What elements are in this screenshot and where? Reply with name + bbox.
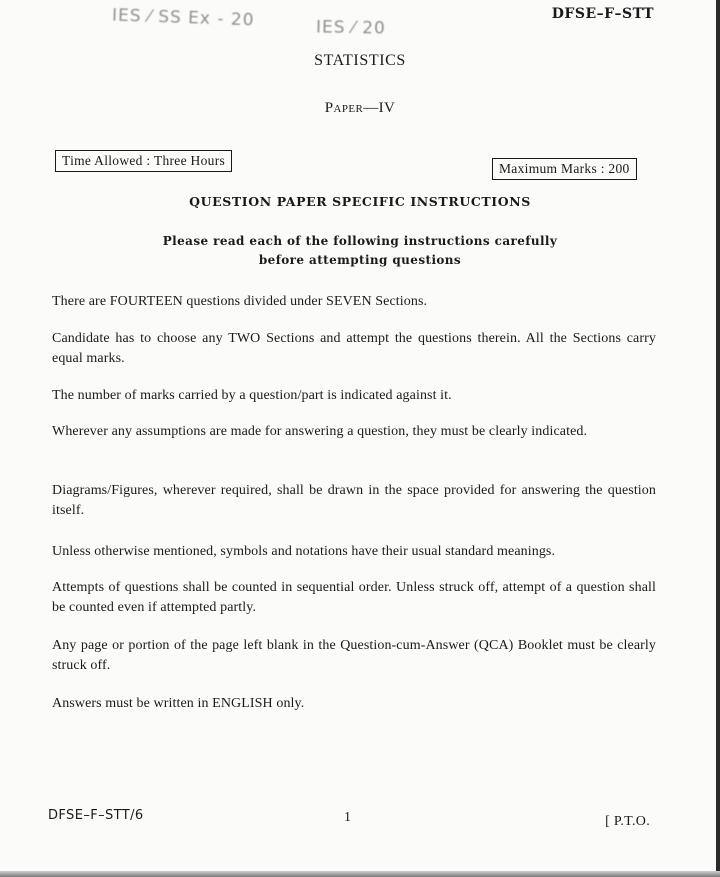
faded-stamp-right: IES ⁄ 20 <box>315 17 386 39</box>
footer-paper-code: DFSE–F–STT/6 <box>48 808 144 823</box>
scan-edge-right <box>716 0 720 877</box>
instruction-item: Answers must be written in ENGLISH only. <box>52 696 305 711</box>
paper-number: Paper—IV <box>324 100 396 116</box>
please-turn-over: [ P.T.O. <box>605 814 650 829</box>
subheading-line-1: Please read each of the following instructions carefully <box>162 234 558 248</box>
instructions-heading: QUESTION PAPER SPECIFIC INSTRUCTIONS <box>189 194 531 209</box>
page-number: 1 <box>344 810 351 825</box>
instruction-item: Unless otherwise mentioned, symbols and notations have their usual standard meanings. <box>52 544 556 559</box>
instruction-item: Any page or portion of the page left blank in the Question-cum-Answer (QCA) Booklet must be clearly struck off. <box>52 638 656 673</box>
subheading-line-2: before attempting questions <box>258 253 462 267</box>
instruction-item: Diagrams/Figures, wherever required, shall be drawn in the space provided for answering the question itself. <box>52 483 656 518</box>
maximum-marks-box: Maximum Marks : 200 <box>492 158 637 180</box>
faded-stamp-left: IES ⁄ SS Ex - 20 <box>111 5 255 31</box>
instructions-subheading <box>0 232 720 270</box>
instruction-item: The number of marks carried by a question/part is indicated against it. <box>52 388 452 403</box>
time-allowed-box: Time Allowed : Three Hours <box>55 150 232 172</box>
scan-edge-bottom <box>0 871 720 877</box>
instruction-item: Candidate has to choose any TWO Sections and attempt the questions therein. All the Sections carry equal marks. <box>52 331 656 366</box>
subject-title: STATISTICS <box>314 52 406 69</box>
instruction-item: Wherever any assumptions are made for answering a question, they must be clearly indicated. <box>52 424 588 439</box>
instruction-item: Attempts of questions shall be counted in sequential order. Unless struck off, attempt of a question shall be counted even if attempted partly. <box>52 580 656 615</box>
paper-code: DFSE–F–STT <box>551 6 654 22</box>
instruction-item: There are FOURTEEN questions divided under SEVEN Sections. <box>52 294 428 309</box>
